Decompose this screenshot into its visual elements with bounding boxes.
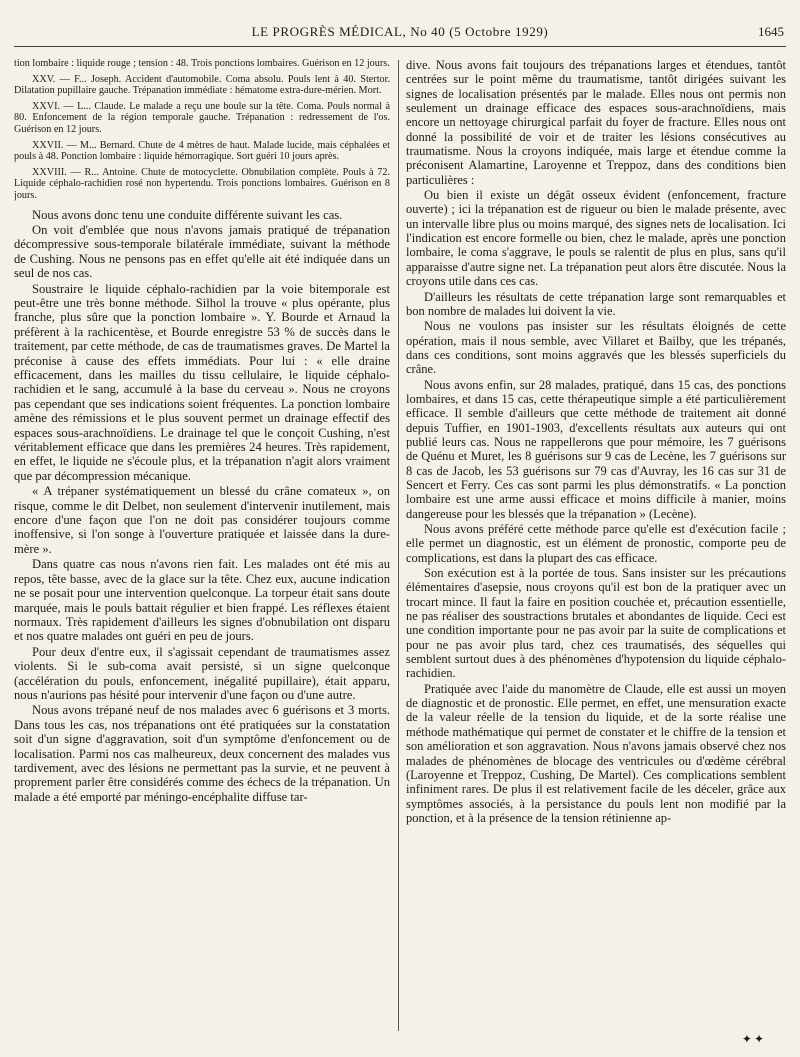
case-entry: XXVIII. — R... Antoine. Chute de motocyclette. Obnubilation complète. Pouls à 72. Liquide céphalo-rachidien rosé non hypertendu. Trois ponctions lombaires. Guérison en 8 jours. [14,166,390,201]
column-divider [398,60,399,1031]
body-paragraph: dive. Nous avons fait toujours des trépanations larges et étendues, tantôt centrées sur le point même du traumatisme, tantôt dirigées suivant les signes de localisation présentés par le malade. Elles nous ont permis non seulement un drainage efficace des espaces sous-arachnoïdiens, mais encore un nettoyage chirurgical parfait du foyer de fracture. Elles nous ont donné la possibilité de voir et de traiter les lésions consécutives au traumatisme. Nous la croyons indiquée, mais large et étendue comme la préconisent Alamartine, Laroyenne et Treppoz, dans des conditions bien particulières : [406,58,786,187]
body-paragraph: Son exécution est à la portée de tous. Sans insister sur les précautions élémentaires d'asepsie, nous croyons qu'il est bon de la pratiquer avec un trocart mince. Il faut la faire en position couchée et, précaution essentielle, ne pas réaliser des soustractions brutales et abondantes de liquide. Ceci est une condition importante pour ne pas avoir par la suite de complications et pour ne pas avoir plus tard, chez ces traumatisés, des séquelles qui semblent surtout dues à des phénomènes d'hypotension du liquide céphalo-rachidien. [406,566,786,681]
body-paragraph: On voit d'emblée que nous n'avons jamais pratiqué de trépanation décompressive sous-temporale bilatérale immédiate, suivant la méthode de Cushing. Nous ne pensons pas en effet qu'elle ait été indiquée dans un seul de nos cas. [14,222,390,281]
page-number: 1645 [758,24,784,39]
body-paragraph: Nous avons préféré cette méthode parce qu'elle est d'exécution facile ; elle permet un diagnostic, est un élément de pronostic, comporte peu de complications, est dans la plupart des cas efficace. [406,522,786,565]
body-paragraph: D'ailleurs les résultats de cette trépanation large sont remarquables et bon nombre de malades lui doivent la vie. [406,289,786,318]
body-paragraph: Soustraire le liquide céphalo-rachidien par la voie bitemporale est peut-être une très bonne méthode. Silhol la trouve « plus opérante, plus franche, plus sûre que la ponction lombaire ». Y. Bourde et Arnaud la préfèrent à la rachicentèse, et Bourde enregistre 53 % de succès dans le traitement, par cette méthode, de cas de traumatismes graves. De Martel la préconise à cause des effets immédiats. Pour lui : « elle draine efficacement, dans les mailles du tissu cellulaire, le liquide céphalo-rachidien et le sang, accumulé à la base du cerveau ». Nous ne croyons pas cependant que ses indications soient fréquentes. La ponction lombaire amène des rémissions et le plus souvent permet un drainage effectif des espaces sous-arachnoïdiens. Le drainage tel que le conçoit Cushing, n'est véritablement efficace que dans les premières 24 heures. Très rapidement, en effet, le liquide ne s'écoule plus, et la trépanation n'agit alors vraiment que par décompression mécanique. [14,281,390,483]
footer-ornament: ✦✦ [741,1032,766,1046]
body-paragraph: « A trépaner systématiquement un blessé du crâne comateux », on risque, comme le dit Delbet, non seulement d'intervenir inutilement, mais encore d'une façon que l'on ne doit pas considérer toujours comme inoffensive, si l'on songe à l'ouverture pratiquée et laissée dans la dure-mère ». [14,484,390,556]
body-paragraph: Dans quatre cas nous n'avons rien fait. Les malades ont été mis au repos, tête basse, avec de la glace sur la tête. Chez eux, aucune indication ne se posait pour une intervention quelconque. La torpeur était sans doute marquée, mais le pouls battait régulier et bien frappé. Les réflexes étaient normaux. Très rapidement d'ailleurs les signes d'obnubilation ont disparu et nos quatre malades ont guéri en peu de jours. [14,557,390,644]
case-entry: XXVI. — L... Claude. Le malade a reçu une boule sur la tête. Coma. Pouls normal à 80. Enfoncement de la région temporale gauche. Trépanation : redressement de l'os. Guérison en 12 jours. [14,100,390,135]
case-entry: XXVII. — M... Bernard. Chute de 4 mètres de haut. Malade lucide, mais céphalées et pouls à 48. Ponction lombaire : liquide hémorragique. Sort guéri 10 jours après. [14,139,390,163]
journal-title: LE PROGRÈS MÉDICAL, No 40 (5 Octobre 1929) [251,24,549,39]
body-paragraph: Nous ne voulons pas insister sur les résultats éloignés de cette opération, mais il nous semble, avec Villaret et Bailby, que les trépanés, dans ces conditions, sont moins aggravés que les blessés superficiels du crâne. [406,319,786,377]
case-entry: XXV. — F... Joseph. Accident d'automobile. Coma absolu. Pouls lent à 40. Stertor. Dilatation pupillaire gauche. Trépanation immédiate : hématome extra-dure-mérien. Mort. [14,73,390,97]
case-entry: tion lombaire : liquide rouge ; tension : 48. Trois ponctions lombaires. Guérison en 12 jours. [14,58,390,69]
body-paragraph: Pour deux d'entre eux, il s'agissait cependant de traumatismes assez violents. Si le sub-coma avait persisté, si un signe quelconque (accélération du pouls, enfoncement, inégalité pupillaire), était apparu, nous n'aurions pas hésité pour intervenir d'une façon ou d'une autre. [14,644,390,702]
left-column [14,58,390,1035]
running-header [14,20,786,47]
body-paragraph: Nous avons donc tenu une conduite différente suivant les cas. [32,207,343,222]
body-paragraph: Nous avons enfin, sur 28 malades, pratiqué, dans 15 cas, des ponctions lombaires, et dans 15 cas, cette thérapeutique simple a été particulièrement efficace. Il semble d'ailleurs que cette méthode de traitement ait donné depuis Tuffier, en 1901-1903, d'excellents résultats aux auteurs qui ont publié leurs cas. Nous ne rappellerons que pour mémoire, les 7 guérisons de Quénu et Muret, les 8 guérisons sur 9 cas de Lecène, les 7 guérisons sur 8 cas de Jacob, les 53 guérisons sur 79 cas d'Auvray, les 16 cas sur 31 de Sencert et Ferry. Ces cas sont parmi les plus démonstratifs. « La ponction lombaire est une arme aussi efficace et moins difficile à manier, moins dangereuse pour les blessés que la trépanation » (Lecène). [406,377,786,521]
body-paragraph: Nous avons trépané neuf de nos malades avec 6 guérisons et 3 morts. Dans tous les cas, nos trépanations ont été pratiquées sur la constatation soit d'un signe d'aggravation, soit d'un symptôme d'enfoncement ou de localisation. Parmi nos cas malheureux, deux concernent des malades vus tardivement, avec des lésions ne permettant pas la survie, et ne peuvent à proprement parler être considérés comme des échecs de la trépanation. Un malade a été emporté par méningo-encéphalite diffuse tar- [14,703,390,804]
body-paragraph: Ou bien il existe un dégât osseux évident (enfoncement, fracture ouverte) ; ici la trépanation est de rigueur ou bien le malade présente, avec un intervalle libre plus ou moins marqué, des signes nets de localisation. Ici l'indication est encore formelle ou bien, chez le malade, après une ponction lombaire, le coma s'aggrave, le pouls se ralentit de plus en plus, sans qu'il apparaisse d'autre signe net. La trépanation peut alors être discutée. Nous la croyons utile dans ces cas. [406,188,786,289]
body-paragraph: Pratiquée avec l'aide du manomètre de Claude, elle est aussi un moyen de diagnostic et de pronostic. Elle permet, en effet, une mensuration exacte de la valeur réelle de la tension du liquide, et de la sorte réalise une méthode mathématique qui permet de constater et le chiffre de la tension et son amélioration et son aggravation. Nous n'avons jamais observé chez nos malades de phénomènes de blocage des ventricules ou d'œdème cérébral (Laroyenne et Treppoz, Cushing, De Martel). Ces complications semblent infiniment rares. De plus il est relativement facile de les déceler, grâce aux symptômes associés, à la persistance du pouls lent non modifié par la ponction, et à la présence de la tension rétinienne ap- [406,681,786,825]
right-column [406,58,786,1035]
